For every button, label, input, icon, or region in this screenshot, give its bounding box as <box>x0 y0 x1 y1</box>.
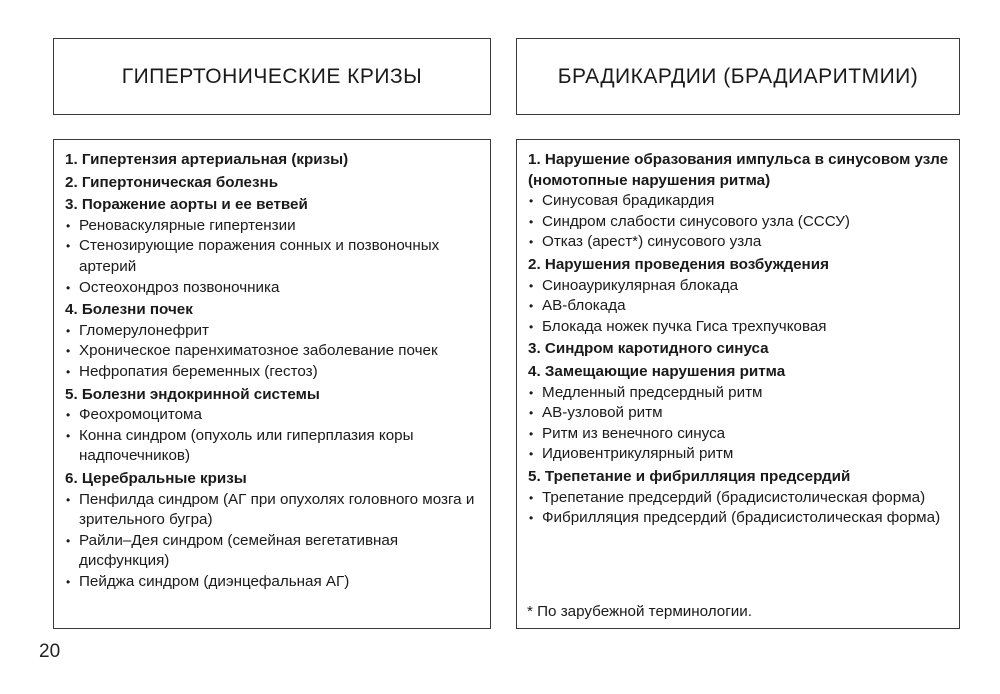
section-heading: 2. Гипертоническая болезнь <box>65 173 279 191</box>
left-title-box <box>53 38 491 115</box>
list-item: • Феохромоцитома <box>65 405 480 426</box>
list-item: • Стенозирующие поражения сонных и позвоночных артерий <box>65 236 480 277</box>
list-item: • Идиовентрикулярный ритм <box>528 444 949 465</box>
right-title: БРАДИКАРДИИ (БРАДИАРИТМИИ) <box>557 64 919 88</box>
list-item: • Пейджа синдром (диэнцефальная АГ) <box>65 572 480 593</box>
list-item: • Фибрилляция предсердий (брадисистолическая форма) <box>528 508 949 529</box>
list-item: • Остеохондроз позвоночника <box>65 278 480 299</box>
list-item: • Синусовая брадикардия <box>528 191 949 212</box>
list-item: • АВ-блокада <box>528 296 949 317</box>
list-item: • Синоаурикулярная блокада <box>528 276 949 297</box>
list-item: • Медленный предсердный ритм <box>528 383 949 404</box>
section-heading: 5. Трепетание и фибрилляция предсердий <box>528 467 851 485</box>
right-title-box <box>516 38 960 115</box>
page-number: 20 <box>39 641 61 662</box>
section-heading: 1. Гипертензия артериальная (кризы) <box>65 151 349 168</box>
list-item: • Реноваскулярные гипертензии <box>65 216 480 237</box>
section-heading: 3. Синдром каротидного синуса <box>528 340 769 358</box>
list-item: • Ритм из венечного синуса <box>528 424 949 445</box>
section-heading: 5. Болезни эндокринной системы <box>65 385 320 403</box>
list-item: • АВ-узловой ритм <box>528 403 949 424</box>
right-content-list <box>517 140 959 529</box>
section-heading: 4. Замещающие нарушения ритма <box>528 362 786 380</box>
section-heading: 2. Нарушения проведения возбуждения <box>528 255 829 273</box>
section-heading: 1. Нарушение образования импульса в синусовом узле (номотопные нарушения ритма) <box>528 151 949 189</box>
list-item: • Нефропатия беременных (гестоз) <box>65 362 480 383</box>
left-content-list <box>54 140 490 592</box>
list-item: • Пенфилда синдром (АГ при опухолях головного мозга и зрительного бугра) <box>65 490 480 531</box>
list-item: • Синдром слабости синусового узла (СССУ) <box>528 212 949 233</box>
right-content-box <box>516 139 960 629</box>
section-heading: 4. Болезни почек <box>65 301 193 319</box>
list-item: • Отказ (арест*) синусового узла <box>528 232 949 253</box>
list-item: • Блокада ножек пучка Гиса трехпучковая <box>528 317 949 338</box>
list-item: • Хроническое паренхиматозное заболевание почек <box>65 341 480 362</box>
list-item: • Трепетание предсердий (брадисистолическая форма) <box>528 488 949 509</box>
list-item: • Райли–Дея синдром (семейная вегетативная дисфункция) <box>65 531 480 572</box>
list-item: • Конна синдром (опухоль или гиперплазия коры надпочечников) <box>65 426 480 467</box>
list-item: • Гломерулонефрит <box>65 321 480 342</box>
footnote: * По зарубежной терминологии. <box>527 603 752 620</box>
left-content-box <box>53 139 491 629</box>
section-heading: 3. Поражение аорты и ее ветвей <box>65 196 308 214</box>
left-title: ГИПЕРТОНИЧЕСКИЕ КРИЗЫ <box>121 64 423 88</box>
section-heading: 6. Церебральные кризы <box>65 469 247 487</box>
